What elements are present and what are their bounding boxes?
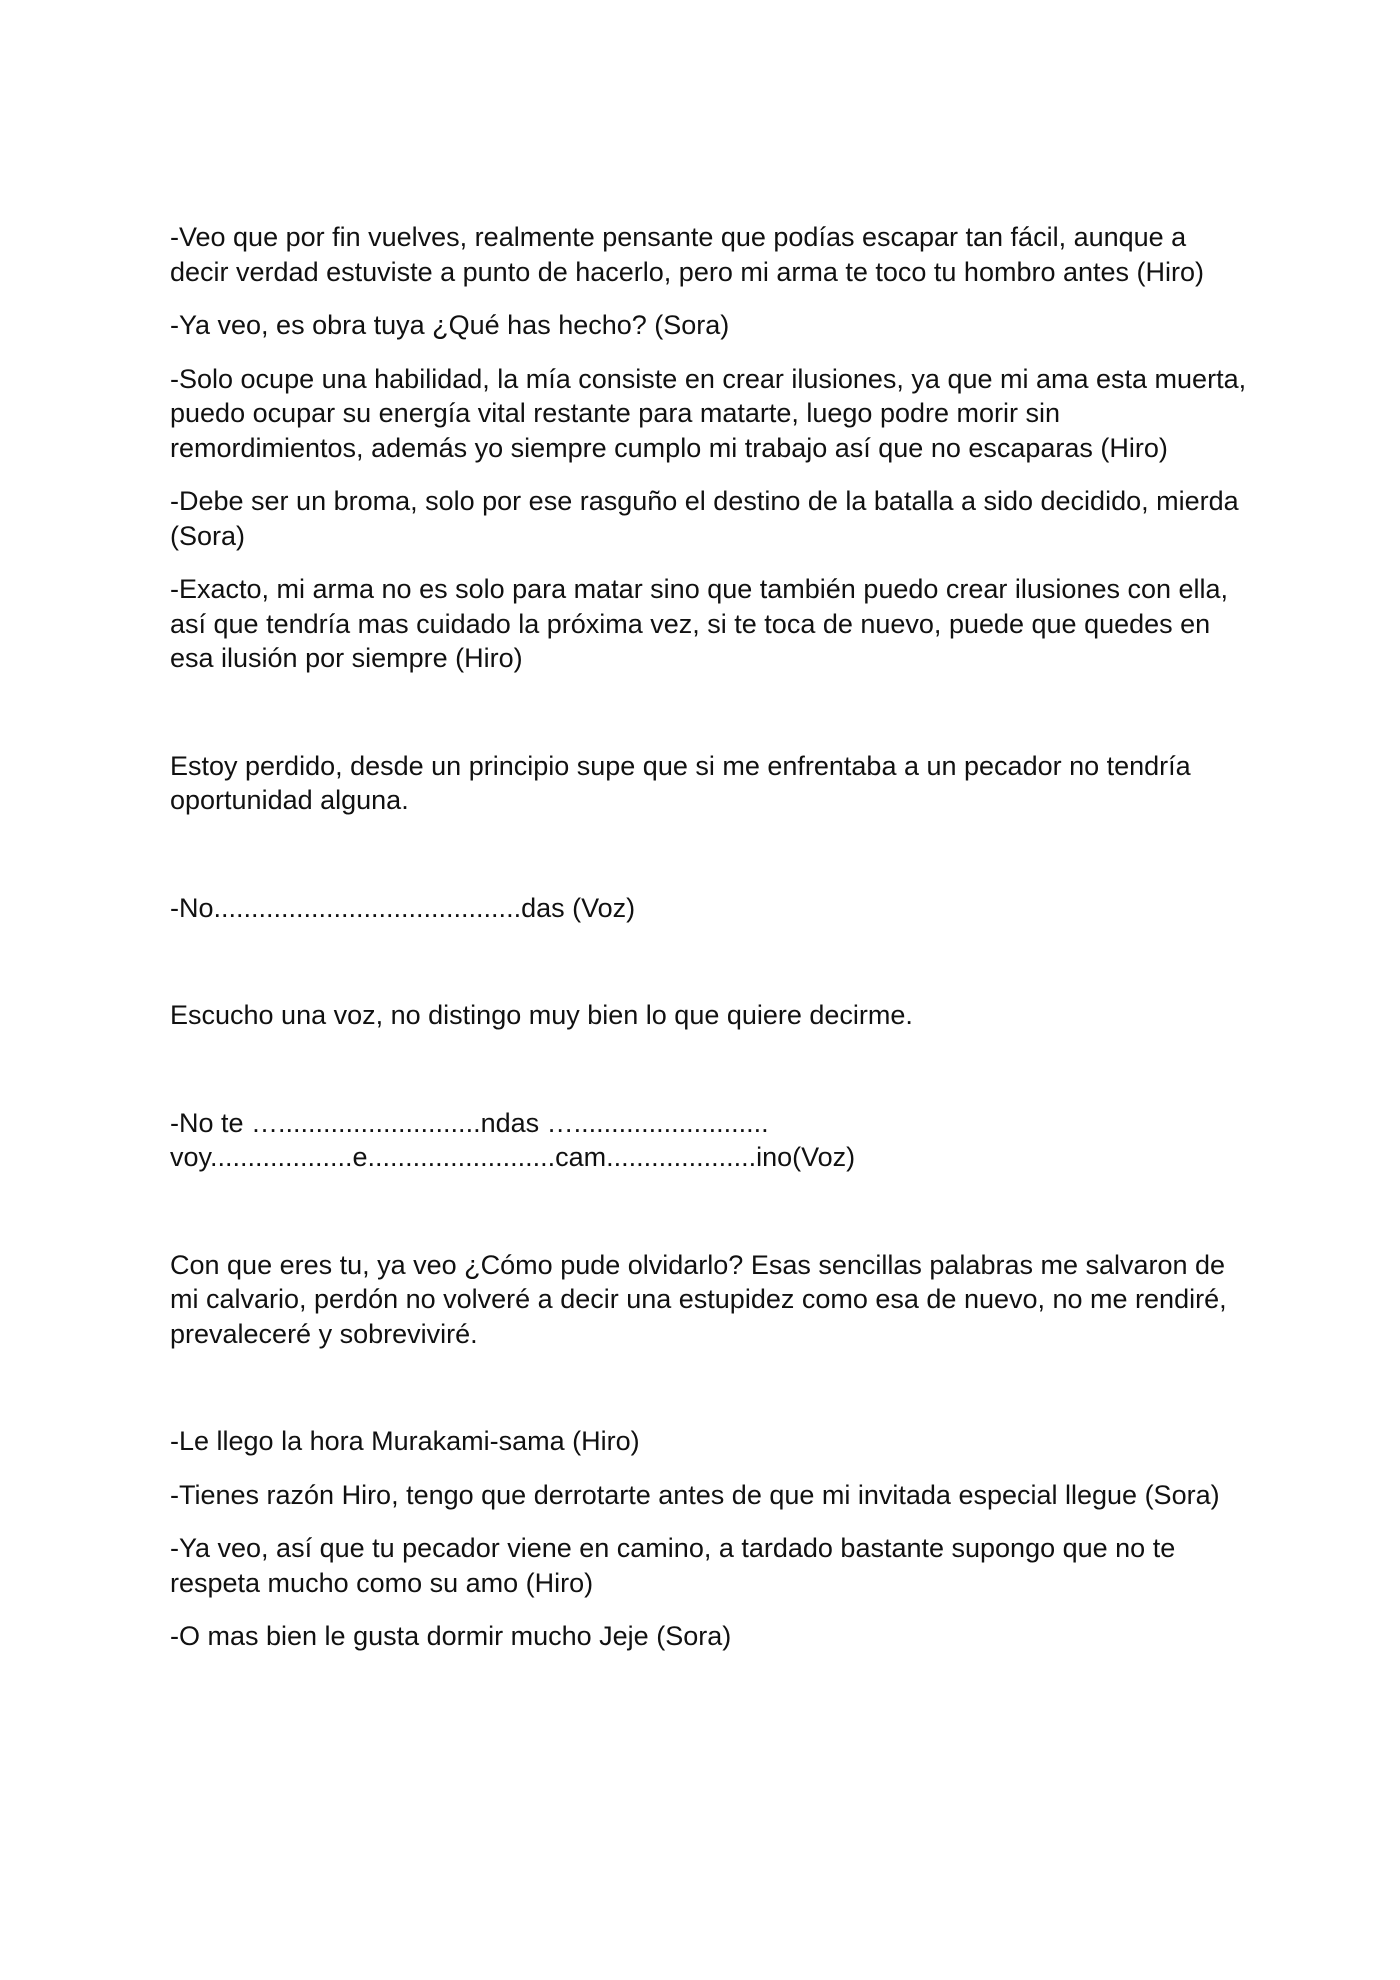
paragraph: -No te …...........................ndas ….......................... voy...................e.........................cam....................ino(Voz) [170, 1107, 856, 1172]
document-body [170, 220, 1250, 1654]
paragraph: -Debe ser un broma, solo por ese rasguño el destino de la batalla a sido decidido, mierda (Sora) [170, 486, 1239, 551]
paragraph: Estoy perdido, desde un principio supe que si me enfrentaba a un pecador no tendría oportunidad alguna. [170, 750, 1191, 815]
paragraph: -Solo ocupe una habilidad, la mía consiste en crear ilusiones, ya que mi ama esta muerta, puedo ocupar su energía vital restante para matarte, luego podre morir sin remordimientos, además yo siempre cumplo mi trabajo así que no escaparas (Hiro) [170, 363, 1247, 463]
paragraph: -O mas bien le gusta dormir mucho Jeje (Sora) [170, 1621, 732, 1651]
paragraph: -No.........................................das (Voz) [170, 892, 636, 923]
paragraph: Escucho una voz, no distingo muy bien lo que quiere decirme. [170, 1000, 913, 1030]
paragraph: -Tienes razón Hiro, tengo que derrotarte antes de que mi invitada especial llegue (Sora) [170, 1479, 1220, 1510]
paragraph: -Le llego la hora Murakami-sama (Hiro) [170, 1426, 640, 1456]
paragraph: -Veo que por fin vuelves, realmente pensante que podías escapar tan fácil, aunque a decir verdad estuviste a punto de hacerlo, pero mi arma te toco tu hombro antes (Hiro) [170, 222, 1205, 287]
paragraph: -Exacto, mi arma no es solo para matar sino que también puedo crear ilusiones con ella, así que tendría mas cuidado la próxima vez, si te toca de nuevo, puede que quedes en esa ilusión por siempre (Hiro) [170, 574, 1229, 673]
paragraph: Con que eres tu, ya veo ¿Cómo pude olvidarlo? Esas sencillas palabras me salvaron de mi calvario, perdón no volveré a decir una estupidez como esa de nuevo, no me rendiré, prevaleceré y sobreviviré. [170, 1249, 1227, 1349]
paragraph: -Ya veo, es obra tuya ¿Qué has hecho? (Sora) [170, 310, 730, 340]
paragraph: -Ya veo, así que tu pecador viene en camino, a tardado bastante supongo que no te respeta mucho como su amo (Hiro) [170, 1533, 1176, 1598]
